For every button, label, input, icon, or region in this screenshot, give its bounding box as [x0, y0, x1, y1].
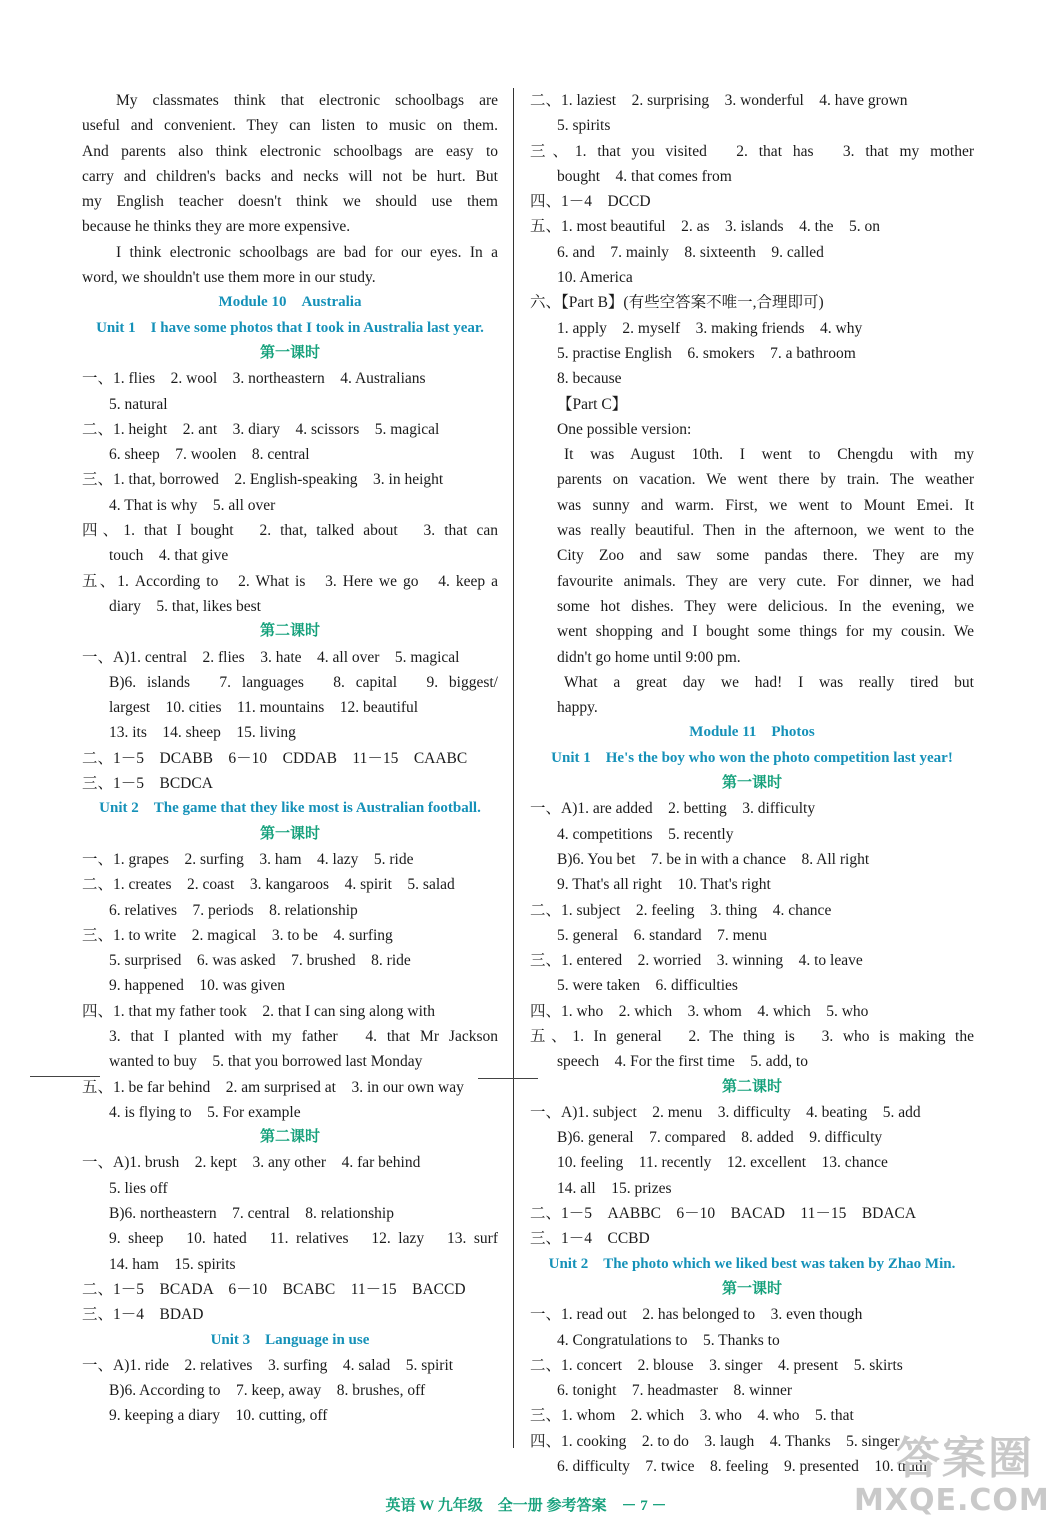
left-line: carry and children's backs and necks will not be hurt. But	[82, 167, 498, 185]
left-line: 5. lies off	[109, 1179, 168, 1197]
left-line: 3. that I planted with my father 4. that Mr Jackson	[109, 1027, 498, 1045]
right-line: One possible version:	[557, 420, 692, 438]
right-line: 二、1. laziest 2. surprising 3. wonderful 4. have grown	[530, 92, 908, 109]
left-line: 13. its 14. sheep 15. living	[109, 724, 296, 742]
right-line: 4. competitions 5. recently	[557, 825, 734, 843]
left-line: 第二课时	[259, 1129, 320, 1146]
right-line: 四、1－4 DCCD	[530, 193, 651, 211]
left-line: 二、1－5 DCABB 6－10 CDDAB 11－15 CAABC	[82, 749, 468, 767]
right-line: happy.	[557, 699, 598, 717]
left-line: 4. That is why 5. all over	[109, 496, 276, 514]
right-line: 第一课时	[721, 775, 782, 792]
watermark-top: 答案圈	[896, 1433, 1034, 1484]
left-line: 三、1－5 BCDCA	[82, 775, 213, 793]
right-line: 6. and 7. mainly 8. sixteenth 9. called	[557, 243, 824, 261]
right-line: parents on vacation. We went there by train. The weather	[557, 471, 974, 489]
right-line: speech 4. For the first time 5. add, to	[557, 1053, 808, 1071]
right-line: 4. Congratulations to 5. Thanks to	[557, 1331, 780, 1349]
left-line: 五、1. be far behind 2. am surprised at 3. in our own way	[82, 1078, 464, 1096]
right-line: City Zoo and saw some pandas there. They are my	[557, 547, 974, 565]
watermark-logo	[854, 1433, 1050, 1526]
right-line: bought 4. that comes from	[557, 167, 732, 185]
left-line: 二、1. creates 2. coast 3. kangaroos 4. spirit 5. salad	[82, 876, 455, 894]
left-line: 二、1－5 BCADA 6－10 BCABC 11－15 BACCD	[82, 1280, 466, 1298]
right-line: 10. America	[557, 269, 633, 287]
left-line: diary 5. that, likes best	[109, 597, 261, 615]
right-line: 二、1. subject 2. feeling 3. thing 4. chance	[530, 901, 832, 919]
left-line: 四、1. that I bought 2. that, talked about 3. that can	[82, 522, 498, 540]
right-line: Module 11 Photos	[689, 724, 815, 741]
right-line: went shopping and I bought some things for my cousin. We	[557, 623, 974, 641]
left-line: 6. relatives 7. periods 8. relationship	[109, 901, 358, 919]
left-line: wanted to buy 5. that you borrowed last Monday	[109, 1053, 423, 1071]
left-line: 9. sheep 10. hated 11. relatives 12. lazy 13. surf	[109, 1230, 498, 1248]
right-line: 5. general 6. standard 7. menu	[557, 926, 768, 944]
left-line: And parents also think electronic schoolbags are easy to	[82, 142, 498, 160]
left-line: word, we shouldn't use them more in our study.	[82, 269, 376, 287]
left-line: 一、A)1. central 2. flies 3. hate 4. all over 5. magical	[82, 648, 460, 666]
left-line: 5. surprised 6. was asked 7. brushed 8. ride	[109, 952, 411, 970]
right-line: 【Part C】	[557, 395, 628, 413]
left-line: B)6. According to 7. keep, away 8. brushes, off	[109, 1382, 426, 1400]
right-line: didn't go home until 9:00 pm.	[557, 648, 741, 666]
left-line: 第一课时	[259, 344, 320, 361]
left-line: 四、1. that my father took 2. that I can sing along with	[82, 1002, 435, 1020]
right-line: 一、A)1. subject 2. menu 3. difficulty 4. beating 5. add	[530, 1103, 921, 1121]
left-line: 14. ham 15. spirits	[109, 1255, 236, 1273]
right-line: 10. feeling 11. recently 12. excellent 13. chance	[557, 1154, 888, 1172]
left-line: B)6. northeastern 7. central 8. relationship	[109, 1205, 394, 1223]
right-line: 二、1－5 AABBC 6－10 BACAD 11－15 BDACA	[530, 1205, 917, 1223]
left-line: 第一课时	[259, 825, 320, 842]
left-line: touch 4. that give	[109, 547, 229, 565]
left-line: 一、1. flies 2. wool 3. northeastern 4. Australians	[82, 370, 426, 388]
right-line: 五、1. most beautiful 2. as 3. islands 4. the 5. on	[530, 218, 881, 236]
left-line: 三、1－4 BDAD	[82, 1306, 204, 1324]
right-line: 1. apply 2. myself 3. making friends 4. why	[557, 319, 863, 337]
left-line: 4. is flying to 5. For example	[109, 1103, 301, 1121]
right-line: 三、1. whom 2. which 3. who 4. who 5. that	[530, 1407, 854, 1425]
right-line: 一、A)1. are added 2. betting 3. difficulty	[530, 800, 816, 818]
right-line: 6. difficulty 7. twice 8. feeling 9. presented 10. truth	[557, 1458, 927, 1476]
rule-right	[478, 1078, 538, 1079]
right-line: It was August 10th. I went to Chengdu with my	[564, 446, 974, 464]
right-line: B)6. You bet 7. be in with a chance 8. All right	[557, 850, 870, 868]
left-line: my English teacher doesn't think we should use them	[82, 193, 498, 211]
left-line: 第二课时	[259, 623, 320, 640]
right-line: 四、1. cooking 2. to do 3. laugh 4. Thanks 5. singer	[530, 1432, 900, 1450]
left-line: useful and convenient. They can listen to music on them.	[82, 117, 498, 135]
right-line: 二、1. concert 2. blouse 3. singer 4. present 5. skirts	[530, 1356, 903, 1374]
right-line: 8. because	[557, 370, 622, 388]
left-line: 二、1. height 2. ant 3. diary 4. scissors 5. magical	[82, 420, 440, 438]
right-line: 14. all 15. prizes	[557, 1179, 672, 1197]
right-line: Unit 2 The photo which we liked best was taken by Zhao Min.	[548, 1255, 956, 1272]
rule-left	[30, 1076, 100, 1077]
left-line: 9. happened 10. was given	[109, 977, 286, 995]
right-line: 第二课时	[721, 1078, 782, 1095]
right-line: Unit 1 He's the boy who won the photo competition last year!	[551, 749, 953, 766]
right-line: was really beautiful. Then in the afternoon, we went to the	[557, 522, 974, 540]
right-line: 三、1. that you visited 2. that has 3. that my mother	[530, 142, 974, 160]
left-line: I think electronic schoolbags are bad for our eyes. In a	[116, 243, 498, 261]
right-line: 四、1. who 2. which 3. whom 4. which 5. who	[530, 1002, 869, 1020]
right-line: favourite animals. They are very cute. For dinner, we had	[557, 572, 974, 590]
right-column	[530, 88, 974, 1479]
watermark-bottom: MXQE.COM	[854, 1483, 1050, 1518]
right-line: 一、1. read out 2. has belonged to 3. even though	[530, 1306, 863, 1324]
left-line: 三、1. that, borrowed 2. English-speaking 3. in height	[82, 471, 444, 489]
left-line: 6. sheep 7. woolen 8. central	[109, 446, 310, 464]
right-line: 三、1－4 CCBD	[530, 1230, 650, 1248]
left-line: 一、1. grapes 2. surfing 3. ham 4. lazy 5. ride	[82, 850, 414, 868]
right-line: 6. tonight 7. headmaster 8. winner	[557, 1382, 793, 1400]
left-line: 一、A)1. ride 2. relatives 3. surfing 4. salad 5. spirit	[82, 1356, 454, 1374]
right-line: 5. practise English 6. smokers 7. a bathroom	[557, 344, 856, 362]
right-line: was sunny and warm. First, we went to Mount Emei. It	[557, 496, 974, 514]
left-line: 5. natural	[109, 395, 168, 413]
left-line: largest 10. cities 11. mountains 12. beautiful	[109, 699, 419, 717]
right-line: 六、【Part B】(有些空答案不唯一,合理即可)	[530, 294, 824, 312]
page-footer: 英语 W 九年级 全一册 参考答案 － 7 －	[385, 1498, 667, 1514]
column-divider	[513, 88, 514, 1448]
left-column	[82, 88, 498, 1429]
left-line: 五、1. According to 2. What is 3. Here we go 4. keep a	[82, 572, 498, 590]
left-line: because he thinks they are more expensive.	[82, 218, 351, 236]
right-line: B)6. general 7. compared 8. added 9. difficulty	[557, 1129, 883, 1147]
right-line: 第一课时	[721, 1280, 782, 1297]
left-line: B)6. islands 7. languages 8. capital 9. biggest/	[109, 673, 498, 691]
right-line: some hot dishes. They were delicious. In the evening, we	[557, 597, 974, 615]
right-line: 五、1. In general 2. The thing is 3. who is making the	[530, 1027, 974, 1045]
right-line: 5. spirits	[557, 117, 611, 135]
left-line: 一、A)1. brush 2. kept 3. any other 4. far behind	[82, 1154, 421, 1172]
left-line: Unit 1 I have some photos that I took in Australia last year.	[96, 319, 484, 336]
left-line: 9. keeping a diary 10. cutting, off	[109, 1407, 328, 1425]
right-line: 9. That's all right 10. That's right	[557, 876, 771, 894]
right-line: What a great day we had! I was really tired but	[564, 673, 974, 691]
left-line: Module 10 Australia	[218, 294, 362, 311]
left-line: 三、1. to write 2. magical 3. to be 4. surfing	[82, 926, 393, 944]
left-line: Unit 2 The game that they like most is Australian football.	[99, 800, 481, 817]
left-line: My classmates think that electronic schoolbags are	[116, 92, 498, 109]
left-line: Unit 3 Language in use	[210, 1331, 370, 1348]
right-line: 三、1. entered 2. worried 3. winning 4. to leave	[530, 952, 863, 970]
right-line: 5. were taken 6. difficulties	[557, 977, 738, 995]
